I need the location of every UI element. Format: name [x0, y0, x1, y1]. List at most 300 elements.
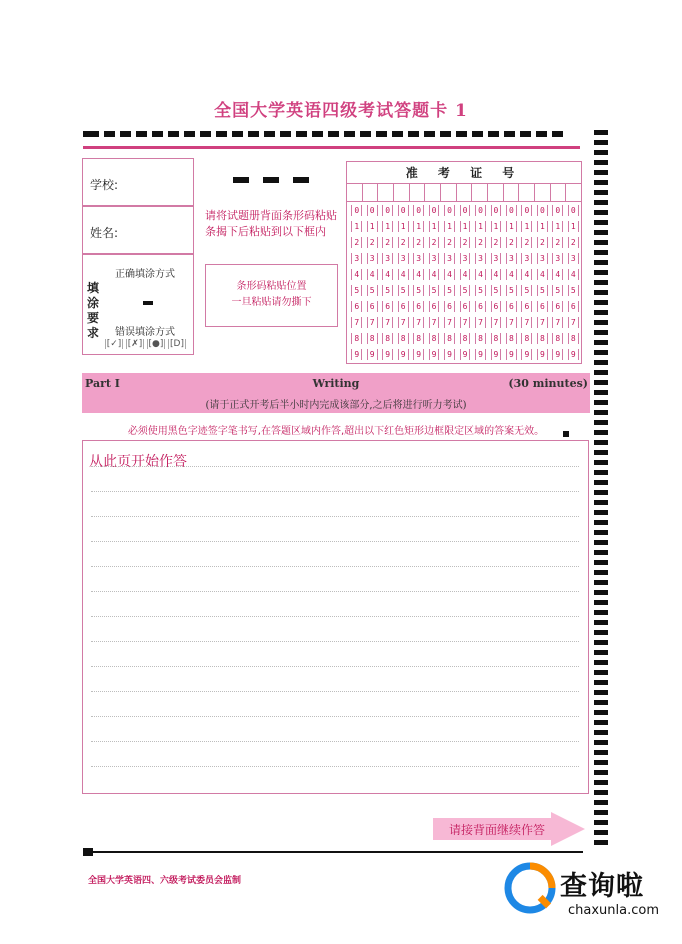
- wrong-example: [●]: [148, 339, 164, 349]
- timing-mark: [594, 430, 608, 435]
- digit-bubble[interactable]: 9: [351, 349, 362, 360]
- digit-bubble[interactable]: 0: [444, 205, 455, 216]
- digit-bubble[interactable]: 6: [351, 301, 362, 312]
- answer-area[interactable]: [82, 440, 589, 794]
- timing-mark: [594, 460, 608, 465]
- barcode-area[interactable]: [205, 264, 338, 327]
- digit-bubble[interactable]: 4: [475, 269, 486, 280]
- timing-mark: [216, 131, 227, 137]
- timing-mark: [120, 131, 131, 137]
- timing-mark: [594, 770, 608, 775]
- timing-mark: [594, 620, 608, 625]
- digit-bubble[interactable]: 5: [351, 285, 362, 296]
- digit-bubble[interactable]: 9: [398, 349, 409, 360]
- digit-bubble[interactable]: 1: [475, 221, 486, 232]
- answer-line: [91, 591, 579, 592]
- timing-mark: [594, 310, 608, 315]
- digit-row: [349, 253, 581, 264]
- timing-mark: [594, 370, 608, 375]
- wrong-fill-examples: [105, 339, 186, 349]
- digit-bubble[interactable]: 2: [521, 237, 532, 248]
- digit-bubble[interactable]: 7: [382, 317, 393, 328]
- answer-line: [91, 616, 579, 617]
- admission-number-cell[interactable]: [535, 184, 551, 201]
- timing-mark: [594, 350, 608, 355]
- digit-bubble[interactable]: 1: [429, 221, 440, 232]
- answer-line: [91, 516, 579, 517]
- digit-bubble[interactable]: 0: [367, 205, 378, 216]
- digit-bubble[interactable]: 4: [460, 269, 471, 280]
- digit-bubble[interactable]: 4: [429, 269, 440, 280]
- answer-line: [91, 691, 579, 692]
- digit-bubble[interactable]: 8: [491, 333, 502, 344]
- timing-mark: [594, 680, 608, 685]
- timing-marks-top: [83, 131, 563, 137]
- digit-bubble[interactable]: 3: [460, 253, 471, 264]
- digit-bubble[interactable]: 8: [460, 333, 471, 344]
- digit-bubble[interactable]: 9: [475, 349, 486, 360]
- timing-mark: [594, 240, 608, 245]
- digit-bubble[interactable]: 6: [506, 301, 517, 312]
- digit-bubble[interactable]: 9: [460, 349, 471, 360]
- digit-bubble[interactable]: 8: [351, 333, 362, 344]
- timing-mark: [594, 550, 608, 555]
- digit-bubble[interactable]: 9: [367, 349, 378, 360]
- digit-bubble[interactable]: 5: [552, 285, 563, 296]
- digit-bubble[interactable]: 3: [444, 253, 455, 264]
- digit-bubble[interactable]: 4: [382, 269, 393, 280]
- timing-mark: [594, 750, 608, 755]
- timing-mark: [472, 131, 483, 137]
- digit-bubble[interactable]: 7: [444, 317, 455, 328]
- digit-bubble[interactable]: 2: [568, 237, 579, 248]
- answer-line: [91, 666, 579, 667]
- timing-mark: [594, 150, 608, 155]
- digit-bubble[interactable]: 2: [475, 237, 486, 248]
- wrong-example: [✗]: [127, 339, 143, 349]
- timing-mark: [594, 220, 608, 225]
- timing-mark: [594, 510, 608, 515]
- digit-bubble[interactable]: 2: [398, 237, 409, 248]
- part-header: [82, 373, 590, 413]
- admission-number-cell[interactable]: [504, 184, 520, 201]
- digit-bubble[interactable]: 9: [506, 349, 517, 360]
- digit-bubble[interactable]: 0: [537, 205, 548, 216]
- digit-bubble[interactable]: 7: [475, 317, 486, 328]
- footer-text: 全国大学英语四、六级考试委员会监制: [88, 876, 242, 886]
- wrong-example: [D]: [168, 339, 186, 349]
- digit-bubble[interactable]: 3: [398, 253, 409, 264]
- digit-bubble[interactable]: 4: [398, 269, 409, 280]
- timing-mark: [83, 131, 99, 137]
- admission-number-cell[interactable]: [566, 184, 581, 201]
- timing-mark: [594, 640, 608, 645]
- digit-bubble[interactable]: 5: [413, 285, 424, 296]
- digit-bubble[interactable]: 3: [491, 253, 502, 264]
- digit-bubble[interactable]: 7: [460, 317, 471, 328]
- timing-mark: [168, 131, 179, 137]
- digit-bubble[interactable]: 3: [521, 253, 532, 264]
- digit-bubble[interactable]: 8: [506, 333, 517, 344]
- admission-number-cell[interactable]: [519, 184, 535, 201]
- part-note: (请于正式开考后半小时内完成该部分,之后将进行听力考试): [205, 400, 467, 411]
- timing-mark: [594, 790, 608, 795]
- admission-number-cell[interactable]: [441, 184, 457, 201]
- digit-bubble[interactable]: 7: [537, 317, 548, 328]
- digit-bubble[interactable]: 5: [568, 285, 579, 296]
- timing-mark: [136, 131, 147, 137]
- digit-bubble[interactable]: 0: [460, 205, 471, 216]
- name-field[interactable]: [82, 206, 194, 254]
- digit-bubble[interactable]: 8: [429, 333, 440, 344]
- timing-mark: [312, 131, 323, 137]
- timing-mark: [594, 500, 608, 505]
- timing-mark: [408, 131, 419, 137]
- digit-bubble[interactable]: 1: [444, 221, 455, 232]
- digit-bubble[interactable]: 7: [367, 317, 378, 328]
- timing-mark: [594, 610, 608, 615]
- digit-bubble[interactable]: 6: [460, 301, 471, 312]
- digit-bubble[interactable]: 8: [475, 333, 486, 344]
- timing-mark: [488, 131, 499, 137]
- answer-line: [91, 741, 579, 742]
- school-label: 学校:: [90, 178, 119, 192]
- digit-bubble[interactable]: 4: [413, 269, 424, 280]
- watermark-logo-icon: [504, 862, 556, 914]
- timing-mark: [594, 190, 608, 195]
- barcode-box-line2: 一旦粘贴请勿撕下: [231, 297, 312, 308]
- timing-mark: [594, 470, 608, 475]
- timing-mark: [328, 131, 339, 137]
- digit-bubble[interactable]: 0: [521, 205, 532, 216]
- digit-bubble[interactable]: 0: [491, 205, 502, 216]
- timing-mark: [594, 800, 608, 805]
- timing-mark: [376, 131, 387, 137]
- admission-number-grid[interactable]: [346, 161, 582, 364]
- digit-row: [349, 269, 581, 280]
- timing-mark: [594, 540, 608, 545]
- digit-bubble[interactable]: 0: [506, 205, 517, 216]
- admission-number-cell[interactable]: [551, 184, 567, 201]
- digit-bubble[interactable]: 6: [444, 301, 455, 312]
- timing-mark: [520, 131, 531, 137]
- digit-bubble[interactable]: 9: [444, 349, 455, 360]
- continue-arrow: [433, 812, 585, 846]
- digit-row: [349, 205, 581, 216]
- digit-bubble[interactable]: 3: [351, 253, 362, 264]
- timing-mark: [424, 131, 435, 137]
- digit-bubble[interactable]: 1: [367, 221, 378, 232]
- digit-bubble[interactable]: 9: [429, 349, 440, 360]
- timing-mark: [594, 730, 608, 735]
- timing-mark: [594, 630, 608, 635]
- watermark-url: chaxunla.com: [568, 903, 659, 918]
- digit-bubble[interactable]: 2: [444, 237, 455, 248]
- digit-bubble[interactable]: 5: [491, 285, 502, 296]
- digit-bubble[interactable]: 2: [506, 237, 517, 248]
- digit-bubble[interactable]: 9: [537, 349, 548, 360]
- digit-bubble[interactable]: 4: [367, 269, 378, 280]
- digit-bubble[interactable]: 4: [568, 269, 579, 280]
- digit-bubble[interactable]: 6: [568, 301, 579, 312]
- school-field[interactable]: [82, 158, 194, 206]
- digit-bubble[interactable]: 5: [475, 285, 486, 296]
- timing-mark: [594, 250, 608, 255]
- digit-bubble[interactable]: 2: [351, 237, 362, 248]
- digit-bubble[interactable]: 1: [506, 221, 517, 232]
- digit-bubble[interactable]: 9: [382, 349, 393, 360]
- digit-bubble[interactable]: 7: [351, 317, 362, 328]
- digit-bubble[interactable]: 0: [413, 205, 424, 216]
- fill-requirements-box: [82, 254, 194, 355]
- digit-bubble[interactable]: 1: [460, 221, 471, 232]
- digit-bubble[interactable]: 6: [537, 301, 548, 312]
- digit-bubble[interactable]: 1: [382, 221, 393, 232]
- digit-bubble[interactable]: 5: [367, 285, 378, 296]
- digit-bubble[interactable]: 0: [568, 205, 579, 216]
- digit-row: [349, 349, 581, 360]
- timing-mark: [296, 131, 307, 137]
- timing-mark: [594, 270, 608, 275]
- digit-row: [349, 317, 581, 328]
- digit-bubble[interactable]: 0: [552, 205, 563, 216]
- digit-bubble[interactable]: 8: [521, 333, 532, 344]
- digit-bubble[interactable]: 3: [429, 253, 440, 264]
- digit-bubble[interactable]: 8: [552, 333, 563, 344]
- digit-bubble[interactable]: 5: [382, 285, 393, 296]
- wrong-fill-label: 错误填涂方式: [115, 327, 175, 338]
- digit-bubble[interactable]: 2: [413, 237, 424, 248]
- digit-bubble[interactable]: 6: [475, 301, 486, 312]
- digit-bubble[interactable]: 6: [491, 301, 502, 312]
- digit-bubble[interactable]: 3: [506, 253, 517, 264]
- bottom-rule: [83, 851, 583, 853]
- timing-mark: [594, 690, 608, 695]
- digit-bubble[interactable]: 3: [568, 253, 579, 264]
- digit-bubble[interactable]: 4: [506, 269, 517, 280]
- admission-number-cell[interactable]: [410, 184, 426, 201]
- digit-bubble[interactable]: 2: [460, 237, 471, 248]
- digit-bubble[interactable]: 7: [491, 317, 502, 328]
- digit-bubble[interactable]: 9: [491, 349, 502, 360]
- timing-mark: [594, 480, 608, 485]
- correct-fill-sample: [143, 301, 153, 305]
- admission-number-cell[interactable]: [472, 184, 488, 201]
- digit-bubble[interactable]: 4: [552, 269, 563, 280]
- digit-bubble[interactable]: 5: [537, 285, 548, 296]
- digit-bubble[interactable]: 7: [506, 317, 517, 328]
- timing-mark: [594, 530, 608, 535]
- timing-mark: [594, 820, 608, 825]
- barcode-marks: [233, 177, 309, 183]
- admission-number-cell[interactable]: [457, 184, 473, 201]
- admission-number-cell[interactable]: [363, 184, 379, 201]
- part-time: (30 minutes): [508, 377, 588, 390]
- digit-bubble[interactable]: 1: [568, 221, 579, 232]
- digit-bubble[interactable]: 9: [413, 349, 424, 360]
- timing-mark: [594, 380, 608, 385]
- digit-bubble[interactable]: 3: [413, 253, 424, 264]
- timing-mark: [594, 780, 608, 785]
- fill-requirements-label: 填涂要求: [87, 281, 100, 340]
- digit-bubble[interactable]: 5: [398, 285, 409, 296]
- timing-mark: [594, 230, 608, 235]
- timing-mark: [594, 600, 608, 605]
- digit-row: [349, 221, 581, 232]
- timing-mark: [594, 420, 608, 425]
- digit-bubble[interactable]: 7: [429, 317, 440, 328]
- digit-bubble[interactable]: 6: [429, 301, 440, 312]
- timing-mark: [594, 330, 608, 335]
- timing-mark: [200, 131, 211, 137]
- answer-line: [91, 766, 579, 767]
- writing-warning: 必须使用黑色字迹签字笔书写,在答题区域内作答,超出以下红色矩形边框限定区域的答案无效。: [127, 426, 545, 437]
- timing-mark: [594, 720, 608, 725]
- digit-bubble[interactable]: 2: [429, 237, 440, 248]
- digit-bubble[interactable]: 8: [444, 333, 455, 344]
- digit-bubble[interactable]: 1: [491, 221, 502, 232]
- admission-number-title: 准 考 证 号: [347, 162, 581, 184]
- digit-bubble[interactable]: 4: [491, 269, 502, 280]
- digit-bubble[interactable]: 3: [537, 253, 548, 264]
- timing-marks-right: [594, 130, 608, 850]
- digit-bubble[interactable]: 2: [367, 237, 378, 248]
- digit-bubble[interactable]: 7: [398, 317, 409, 328]
- timing-mark: [594, 140, 608, 145]
- timing-mark: [594, 560, 608, 565]
- timing-mark: [594, 260, 608, 265]
- digit-bubble[interactable]: 5: [460, 285, 471, 296]
- timing-mark: [594, 710, 608, 715]
- digit-bubble[interactable]: 1: [413, 221, 424, 232]
- timing-mark: [232, 131, 243, 137]
- admission-number-cell[interactable]: [378, 184, 394, 201]
- digit-bubble[interactable]: 6: [382, 301, 393, 312]
- timing-mark: [536, 131, 547, 137]
- answer-line: [91, 716, 579, 717]
- digit-bubble[interactable]: 8: [537, 333, 548, 344]
- digit-bubble[interactable]: 2: [552, 237, 563, 248]
- digit-bubble[interactable]: 8: [398, 333, 409, 344]
- digit-bubble[interactable]: 7: [568, 317, 579, 328]
- timing-mark: [594, 360, 608, 365]
- continue-text: 请接背面继续作答: [449, 823, 546, 837]
- digit-bubble[interactable]: 1: [351, 221, 362, 232]
- answer-line: [91, 641, 579, 642]
- digit-bubble[interactable]: 2: [491, 237, 502, 248]
- digit-bubble[interactable]: 6: [413, 301, 424, 312]
- admission-number-cell[interactable]: [394, 184, 410, 201]
- watermark-name: 查询啦: [560, 871, 644, 902]
- digit-bubble[interactable]: 5: [429, 285, 440, 296]
- digit-bubble[interactable]: 6: [367, 301, 378, 312]
- digit-bubble[interactable]: 4: [351, 269, 362, 280]
- digit-bubble[interactable]: 6: [552, 301, 563, 312]
- digit-bubble[interactable]: 2: [537, 237, 548, 248]
- timing-mark: [594, 830, 608, 835]
- timing-mark: [552, 131, 563, 137]
- timing-mark: [594, 810, 608, 815]
- admission-number-cell[interactable]: [347, 184, 363, 201]
- digit-bubble[interactable]: 5: [444, 285, 455, 296]
- part-label: Part Ⅰ: [85, 377, 120, 390]
- digit-bubble[interactable]: 3: [552, 253, 563, 264]
- page-title: 全国大学英语四级考试答题卡 1: [214, 101, 468, 121]
- digit-bubble[interactable]: 5: [506, 285, 517, 296]
- timing-mark: [248, 131, 259, 137]
- timing-mark: [594, 740, 608, 745]
- digit-bubble[interactable]: 3: [382, 253, 393, 264]
- timing-mark: [594, 290, 608, 295]
- digit-bubble[interactable]: 1: [552, 221, 563, 232]
- digit-bubble[interactable]: 8: [568, 333, 579, 344]
- answer-line: [91, 466, 579, 467]
- admission-number-cell[interactable]: [425, 184, 441, 201]
- timing-mark: [594, 410, 608, 415]
- digit-row: [349, 301, 581, 312]
- timing-mark: [594, 450, 608, 455]
- timing-mark: [594, 660, 608, 665]
- admission-number-cell[interactable]: [488, 184, 504, 201]
- digit-bubble[interactable]: 3: [367, 253, 378, 264]
- timing-mark: [594, 340, 608, 345]
- digit-bubble[interactable]: 9: [552, 349, 563, 360]
- digit-bubble[interactable]: 7: [521, 317, 532, 328]
- timing-mark: [594, 390, 608, 395]
- timing-mark: [344, 131, 355, 137]
- digit-bubble[interactable]: 9: [568, 349, 579, 360]
- digit-bubble[interactable]: 6: [521, 301, 532, 312]
- digit-bubble[interactable]: 0: [382, 205, 393, 216]
- digit-bubble[interactable]: 3: [475, 253, 486, 264]
- digit-bubble[interactable]: 4: [444, 269, 455, 280]
- digit-bubble[interactable]: 9: [521, 349, 532, 360]
- digit-bubble[interactable]: 8: [413, 333, 424, 344]
- timing-mark: [594, 490, 608, 495]
- timing-mark: [594, 280, 608, 285]
- timing-mark: [594, 520, 608, 525]
- timing-mark: [440, 131, 451, 137]
- name-label: 姓名:: [90, 226, 119, 240]
- admission-number-input-row[interactable]: [347, 184, 581, 202]
- digit-bubble[interactable]: 5: [521, 285, 532, 296]
- timing-mark: [594, 570, 608, 575]
- digit-bubble[interactable]: 0: [351, 205, 362, 216]
- digit-bubble[interactable]: 8: [382, 333, 393, 344]
- digit-bubble[interactable]: 1: [398, 221, 409, 232]
- digit-row: [349, 333, 581, 344]
- digit-bubble[interactable]: 1: [521, 221, 532, 232]
- digit-bubble[interactable]: 7: [413, 317, 424, 328]
- digit-bubble[interactable]: 7: [552, 317, 563, 328]
- digit-bubble[interactable]: 8: [367, 333, 378, 344]
- answer-line: [91, 566, 579, 567]
- digit-bubble[interactable]: 4: [537, 269, 548, 280]
- timing-mark: [594, 760, 608, 765]
- timing-mark: [594, 700, 608, 705]
- digit-bubble[interactable]: 0: [429, 205, 440, 216]
- digit-bubble[interactable]: 0: [475, 205, 486, 216]
- digit-bubble[interactable]: 1: [537, 221, 548, 232]
- digit-bubble[interactable]: 0: [398, 205, 409, 216]
- timing-mark: [504, 131, 515, 137]
- timing-mark: [594, 440, 608, 445]
- digit-bubble[interactable]: 2: [382, 237, 393, 248]
- correct-fill-label: 正确填涂方式: [115, 269, 175, 280]
- digit-bubble[interactable]: 4: [521, 269, 532, 280]
- timing-mark: [594, 650, 608, 655]
- digit-bubble[interactable]: 6: [398, 301, 409, 312]
